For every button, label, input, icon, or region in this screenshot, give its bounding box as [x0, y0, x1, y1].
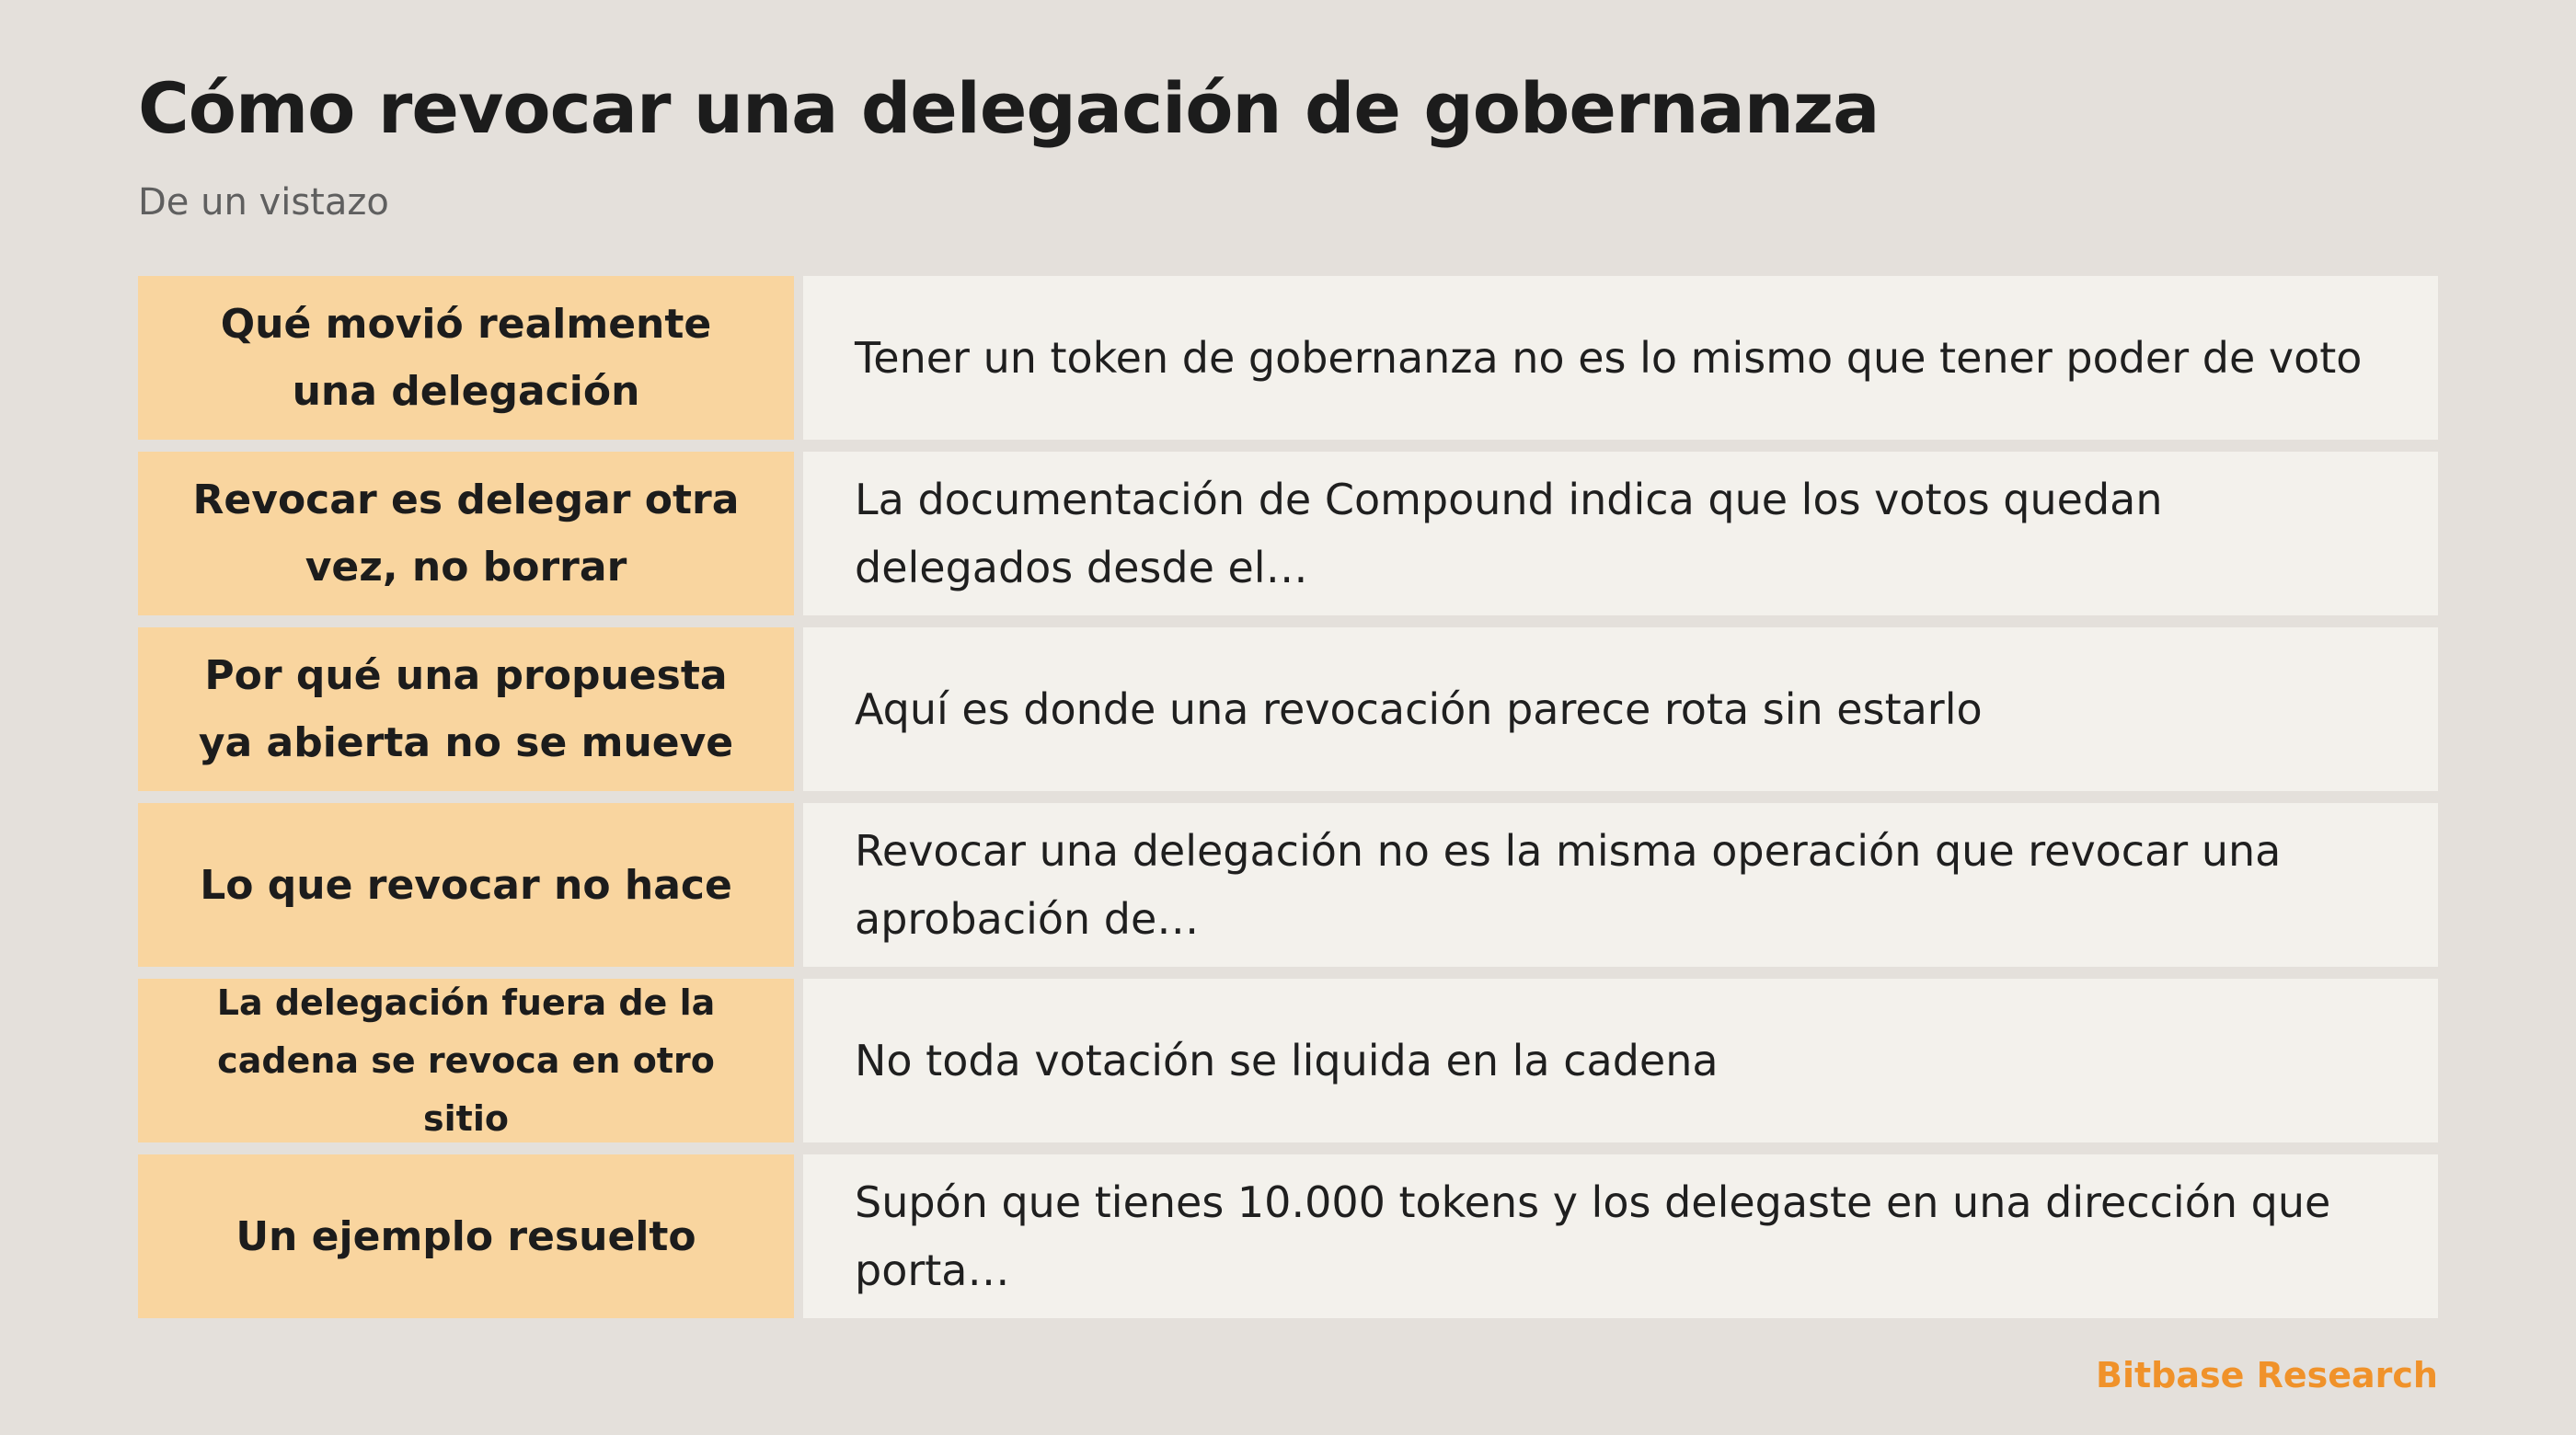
summary-table — [138, 276, 2438, 1318]
row-heading: Lo que revocar no hace — [138, 803, 794, 967]
page-subtitle: De un vistazo — [138, 181, 389, 224]
row-summary: Supón que tienes 10.000 tokens y los delegaste en una dirección que porta… — [803, 1154, 2438, 1318]
page-title: Cómo revocar una delegación de gobernanza — [138, 67, 1880, 149]
table-row — [138, 803, 2438, 967]
table-row — [138, 627, 2438, 791]
row-summary: Revocar una delegación no es la misma operación que revocar una aprobación de… — [803, 803, 2438, 967]
row-summary: Tener un token de gobernanza no es lo mismo que tener poder de voto — [803, 276, 2438, 440]
row-heading: Revocar es delegar otra vez, no borrar — [138, 452, 794, 615]
brand-label: Bitbase Research — [2095, 1355, 2438, 1395]
row-heading: La delegación fuera de la cadena se revoca en otro sitio — [138, 979, 794, 1142]
row-heading: Qué movió realmente una delegación — [138, 276, 794, 440]
table-row — [138, 1154, 2438, 1318]
row-heading: Por qué una propuesta ya abierta no se mueve — [138, 627, 794, 791]
table-row — [138, 979, 2438, 1142]
row-summary: Aquí es donde una revocación parece rota sin estarlo — [803, 627, 2438, 791]
table-row — [138, 452, 2438, 615]
table-row — [138, 276, 2438, 440]
row-summary: No toda votación se liquida en la cadena — [803, 979, 2438, 1142]
row-heading: Un ejemplo resuelto — [138, 1154, 794, 1318]
row-summary: La documentación de Compound indica que los votos quedan delegados desde el… — [803, 452, 2438, 615]
